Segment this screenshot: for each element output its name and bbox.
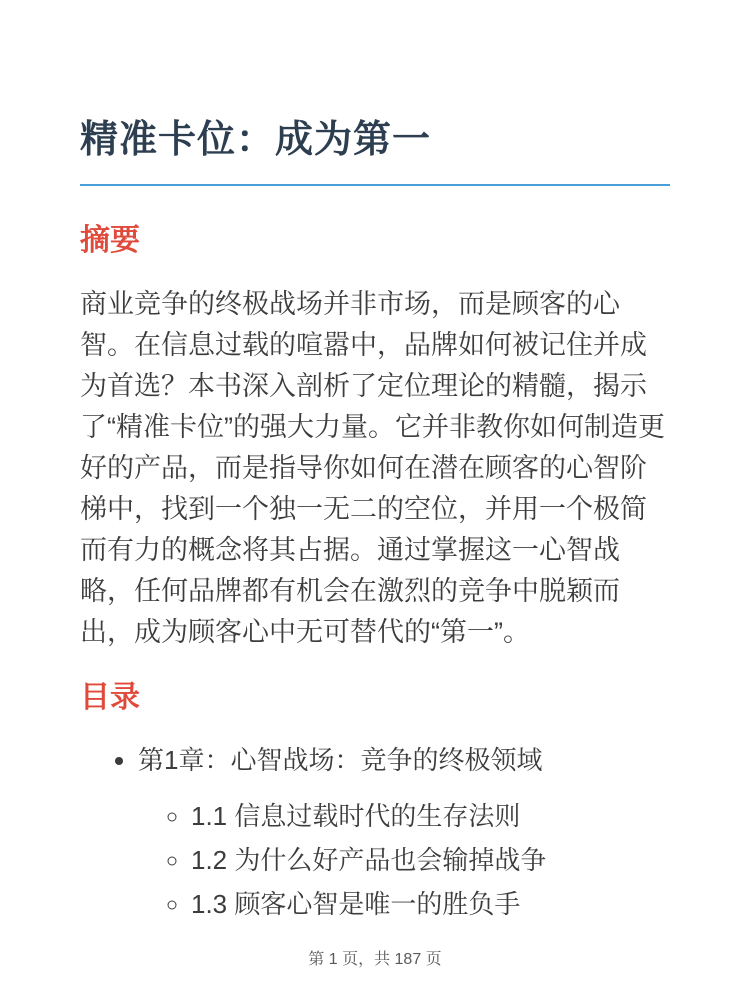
title-divider xyxy=(80,184,670,186)
page-number-footer: 第 1 页，共 187 页 xyxy=(308,951,442,968)
toc-chapter-item xyxy=(138,743,670,921)
abstract-heading: 摘要 xyxy=(80,224,140,257)
page-title: 精准卡位：成为第一 xyxy=(80,119,432,161)
toc-sub-item: ◦ 1.1 信息过载时代的生存法则 xyxy=(191,799,670,833)
toc-sublist xyxy=(138,799,670,921)
toc-sub-item: ◦ 1.2 为什么好产品也会输掉战争 xyxy=(191,843,670,877)
toc-sub-item: ◦ 1.3 顾客心智是唯一的胜负手 xyxy=(191,887,670,921)
toc-list xyxy=(80,743,670,921)
toc-heading: 目录 xyxy=(80,681,140,714)
abstract-paragraph: 商业竞争的终极战场并非市场，而是顾客的心智。在信息过载的喧嚣中，品牌如何被记住并成为首选？本书深入剖析了定位理论的精髓，揭示了“精准卡位”的强大力量。它并非教你如何制造更好的产品，而是指导你如何在潜在顾客的心智阶梯中，找到一个独一无二的空位，并用一个极简而有力的概念将其占据。通过掌握这一心智战略，任何品牌都有机会在激烈的竞争中脱颖而出，成为顾客心中无可替代的“第一”。 xyxy=(80,289,665,647)
toc-chapter-label: 第1章：心智战场：竞争的终极领域 xyxy=(138,745,543,775)
